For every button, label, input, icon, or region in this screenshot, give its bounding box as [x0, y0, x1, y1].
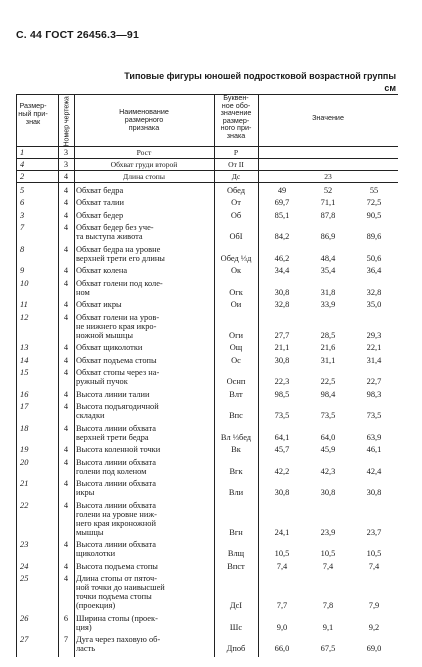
- row-value: 66,0: [274, 644, 290, 653]
- row-name-line: Высота линии обхвата: [76, 479, 156, 489]
- row-name-line: Обхват голени на уров-: [76, 312, 160, 322]
- row-sign: 11: [20, 300, 28, 310]
- row-sign: 3: [20, 210, 25, 220]
- row-value: 22,3: [274, 377, 290, 387]
- row-drawing: 4: [63, 244, 69, 254]
- top-row-code: Дс: [231, 172, 241, 181]
- row-value: 86,9: [320, 232, 336, 242]
- unit-label: см: [384, 83, 396, 93]
- row-drawing: 4: [63, 266, 69, 276]
- row-code: Вгк: [229, 466, 243, 476]
- row-sign: 12: [20, 312, 29, 322]
- row-value: 63,9: [366, 432, 382, 442]
- header-value: Значение: [312, 113, 344, 122]
- row-name-line: складки: [76, 411, 105, 421]
- row-value: 71,1: [320, 198, 336, 208]
- row-drawing: 4: [63, 355, 69, 365]
- row-code: ОбI: [229, 232, 243, 242]
- row-name-line: Обхват бедра на уровне: [76, 244, 161, 254]
- row-value: 36,4: [366, 266, 382, 276]
- row-name-line: Обхват стопы через на-: [76, 368, 160, 378]
- row-sign: 14: [20, 355, 29, 365]
- row-code: От: [231, 198, 241, 208]
- row-sign: 6: [20, 198, 25, 208]
- top-row-sign: 2: [20, 172, 25, 181]
- row-value: 7,4: [368, 561, 380, 571]
- row-name-line: Высота подъягодичной: [76, 402, 159, 412]
- row-value: 34,4: [274, 266, 290, 276]
- row-value: 9,0: [276, 622, 288, 632]
- row-value: 21,1: [274, 343, 290, 353]
- row-value: 45,7: [274, 445, 290, 455]
- row-drawing: 4: [63, 561, 69, 571]
- row-name-line: не нижнего края икро-: [76, 321, 157, 331]
- row-name-line: Высота коленной точки: [76, 445, 161, 455]
- row-value: 31,8: [320, 287, 336, 297]
- row-value: 29,3: [366, 330, 382, 340]
- row-name-line: него края икроножной: [76, 518, 156, 528]
- row-value: 30,8: [274, 488, 290, 498]
- row-code: Влщ: [227, 549, 245, 559]
- row-name-line: щиколотки: [76, 549, 116, 559]
- row-drawing: 4: [63, 300, 69, 310]
- row-value: 7,7: [276, 601, 288, 611]
- row-value: 87,8: [320, 210, 336, 220]
- row-value: 85,1: [274, 210, 290, 220]
- row-sign: 27: [20, 635, 29, 644]
- row-sign: 22: [20, 500, 29, 510]
- row-name-line: Дуга через паховую об-: [76, 635, 161, 644]
- row-drawing: 4: [63, 389, 69, 399]
- row-drawing: 4: [63, 198, 69, 208]
- row-value: 73,5: [320, 411, 336, 421]
- row-value: 64,1: [274, 432, 290, 442]
- row-value: 7,9: [368, 601, 380, 611]
- table-caption: Типовые фигуры юношей подростковой возрастной группы: [124, 71, 396, 81]
- row-sign: 24: [20, 561, 29, 571]
- row-value: 32,8: [274, 300, 290, 310]
- row-name-line: Обхват голени под коле-: [76, 278, 163, 288]
- row-drawing: 4: [63, 479, 69, 489]
- top-row-value: 23: [324, 172, 332, 181]
- row-name-line: та выступа живота: [76, 232, 143, 242]
- top-row-sign: 1: [20, 148, 25, 157]
- measurements-table: [16, 94, 398, 657]
- row-name-line: голени на уровне ниж-: [76, 509, 157, 519]
- row-drawing: 4: [63, 574, 69, 584]
- row-sign: 5: [20, 186, 25, 195]
- row-code: Шс: [229, 622, 243, 632]
- row-name-line: (проекция): [76, 601, 116, 611]
- row-sign: 20: [20, 457, 29, 467]
- top-row-name: Обхват груди второй: [110, 160, 178, 169]
- row-drawing: 4: [63, 343, 69, 353]
- row-code: Ок: [230, 266, 242, 276]
- row-value: 46,1: [366, 445, 382, 455]
- row-name-line: ном: [76, 287, 90, 297]
- row-value: 46,2: [274, 253, 290, 263]
- row-value: 42,3: [320, 466, 336, 476]
- row-sign: 9: [20, 266, 25, 276]
- row-value: 89,6: [366, 232, 382, 242]
- row-drawing: 4: [63, 423, 69, 433]
- row-value: 35,0: [366, 300, 382, 310]
- row-drawing: 4: [63, 223, 69, 233]
- row-name-line: Длина стопы от пяточ-: [76, 574, 158, 584]
- row-value: 50,6: [366, 253, 382, 263]
- row-value: 30,8: [366, 488, 382, 498]
- row-sign: 19: [20, 445, 29, 455]
- row-name-line: Высота линии обхвата: [76, 540, 156, 550]
- row-value: 45,9: [320, 445, 336, 455]
- row-drawing: 4: [63, 368, 69, 378]
- row-sign: 8: [20, 244, 25, 254]
- row-name-line: Высота линии обхвата: [76, 500, 156, 510]
- row-sign: 15: [20, 368, 29, 378]
- row-value: 35,4: [320, 266, 336, 276]
- row-value: 7,4: [276, 561, 288, 571]
- header-name: Наименование размерного признака: [119, 107, 169, 132]
- row-value: 10,5: [320, 549, 336, 559]
- top-row-name: Рост: [136, 148, 152, 157]
- row-drawing: 4: [63, 540, 69, 550]
- row-value: 22,1: [366, 343, 382, 353]
- row-code: Оснп: [226, 377, 246, 387]
- row-name-line: Высота подъема стопы: [76, 561, 158, 571]
- top-row-name: Длина стопы: [123, 172, 165, 181]
- top-row-drawing: 3: [63, 148, 69, 157]
- row-value: 9,2: [368, 622, 380, 632]
- page-header: С. 44 ГОСТ 26456.3—91: [16, 29, 139, 41]
- row-value: 98,5: [274, 389, 290, 399]
- row-value: 73,5: [274, 411, 290, 421]
- row-drawing: 4: [63, 457, 69, 467]
- row-name-line: Высота линии обхвата: [76, 457, 156, 467]
- row-code: Вк: [231, 445, 241, 455]
- row-value: 33,9: [320, 300, 336, 310]
- row-value: 64,0: [320, 432, 336, 442]
- row-value: 42,4: [366, 466, 382, 476]
- row-name-line: голени под коленом: [76, 466, 147, 476]
- row-value: 48,4: [320, 253, 336, 263]
- row-code: Впс: [229, 411, 243, 421]
- row-value: 10,5: [366, 549, 382, 559]
- row-drawing: 6: [63, 613, 69, 623]
- column-divider: [258, 94, 259, 657]
- row-drawing: 4: [63, 278, 69, 288]
- row-drawing: 4: [63, 186, 69, 195]
- row-name-line: Обхват талии: [76, 198, 124, 208]
- row-value: 21,6: [320, 343, 336, 353]
- column-divider: [214, 94, 215, 657]
- row-name-line: ножной мышцы: [76, 330, 133, 340]
- row-name-line: мышцы: [76, 527, 104, 537]
- row-value: 72,5: [366, 198, 382, 208]
- row-sign: 17: [20, 402, 29, 412]
- row-value: 31,1: [320, 355, 336, 365]
- row-code: Впст: [227, 561, 245, 571]
- row-name-line: икры: [76, 488, 95, 498]
- row-drawing: 7: [63, 635, 69, 644]
- row-code: Об: [230, 210, 242, 220]
- column-divider: [58, 94, 59, 657]
- row-code: ДсI: [229, 601, 243, 611]
- row-value: 23,9: [320, 527, 336, 537]
- row-code: Вл ⅓бед: [220, 432, 252, 442]
- row-value: 22,5: [320, 377, 336, 387]
- row-code: Оги: [229, 330, 243, 340]
- row-name-line: ция): [76, 622, 92, 632]
- header-code: Буквен- ное обо- значение размер- ного при- знака: [220, 93, 252, 140]
- row-value: 55: [369, 186, 379, 195]
- row-drawing: 4: [63, 312, 69, 322]
- row-name-line: Обхват щиколотки: [76, 343, 143, 353]
- row-value: 23,7: [366, 527, 382, 537]
- row-name-line: верхней трети его длины: [76, 253, 165, 263]
- row-code: Ос: [231, 355, 241, 365]
- row-value: 84,2: [274, 232, 290, 242]
- row-sign: 25: [20, 574, 29, 584]
- row-sign: 23: [20, 540, 29, 550]
- row-name-line: Обхват икры: [76, 300, 122, 310]
- row-code: Вли: [228, 488, 244, 498]
- row-value: 98,3: [366, 389, 382, 399]
- row-sign: 21: [20, 479, 29, 489]
- row-name-line: ружный пучок: [76, 377, 128, 387]
- row-value: 42,2: [274, 466, 290, 476]
- row-value: 31,4: [366, 355, 382, 365]
- row-drawing: 4: [63, 402, 69, 412]
- header-sign: Размер- ный при- знак: [18, 101, 48, 126]
- row-value: 98,4: [320, 389, 336, 399]
- row-code: Ои: [230, 300, 242, 310]
- row-code: Дпоб: [226, 644, 246, 653]
- row-sign: 7: [20, 223, 25, 233]
- row-sign: 10: [20, 278, 29, 288]
- row-value: 27,7: [274, 330, 290, 340]
- row-code: Ощ: [229, 343, 243, 353]
- row-value: 32,8: [366, 287, 382, 297]
- row-code: Влт: [229, 389, 243, 399]
- row-value: 30,8: [274, 287, 290, 297]
- row-value: 67,5: [320, 644, 336, 653]
- row-value: 22,7: [366, 377, 382, 387]
- row-value: 49: [277, 186, 287, 195]
- row-value: 30,8: [320, 488, 336, 498]
- row-value: 73,5: [366, 411, 382, 421]
- row-value: 10,5: [274, 549, 290, 559]
- row-name-line: Обхват бедер: [76, 210, 124, 220]
- row-name-line: Обхват подъема стопы: [76, 355, 157, 365]
- row-value: 24,1: [274, 527, 290, 537]
- row-value: 28,5: [320, 330, 336, 340]
- row-value: 7,4: [322, 561, 334, 571]
- row-name-line: верхней трети бедра: [76, 432, 149, 442]
- top-row-sign: 4: [20, 160, 25, 169]
- column-divider: [74, 94, 75, 657]
- row-drawing: 4: [63, 500, 69, 510]
- top-row-code: От II: [228, 160, 244, 169]
- row-name-line: Высота линии талии: [76, 389, 150, 399]
- row-sign: 13: [20, 343, 29, 353]
- top-row-drawing: 4: [63, 172, 69, 181]
- row-name-line: ной точки до наивысшей: [76, 583, 165, 593]
- row-value: 52: [323, 186, 333, 195]
- row-sign: 16: [20, 389, 29, 399]
- row-value: 9,1: [322, 622, 334, 632]
- header-drawing: Номер чертежа: [63, 96, 71, 147]
- row-name-line: Высота линии обхвата: [76, 423, 156, 433]
- row-name-line: Обхват колена: [76, 266, 128, 276]
- row-drawing: 4: [63, 210, 69, 220]
- row-value: 30,8: [274, 355, 290, 365]
- row-value: 69,7: [274, 198, 290, 208]
- row-value: 7,8: [322, 601, 334, 611]
- row-name-line: Обхват бедра: [76, 186, 124, 195]
- row-code: Обед: [226, 186, 246, 195]
- column-divider: [16, 94, 17, 657]
- row-name-line: Обхват бедер без уче-: [76, 223, 154, 233]
- top-row-code: Р: [233, 148, 239, 157]
- row-name-line: Ширина стопы (проек-: [76, 613, 158, 623]
- row-value: 69,0: [366, 644, 382, 653]
- row-value: 90,5: [366, 210, 382, 220]
- row-drawing: 4: [63, 445, 69, 455]
- row-name-line: точки подъема стопы: [76, 592, 152, 602]
- row-sign: 26: [20, 613, 29, 623]
- row-code: Обед ⅓д: [220, 253, 252, 263]
- row-name-line: ласть: [76, 644, 96, 653]
- top-row-drawing: 3: [63, 160, 69, 169]
- row-sign: 18: [20, 423, 29, 433]
- row-code: Вгн: [229, 527, 243, 537]
- row-code: Огк: [229, 287, 243, 297]
